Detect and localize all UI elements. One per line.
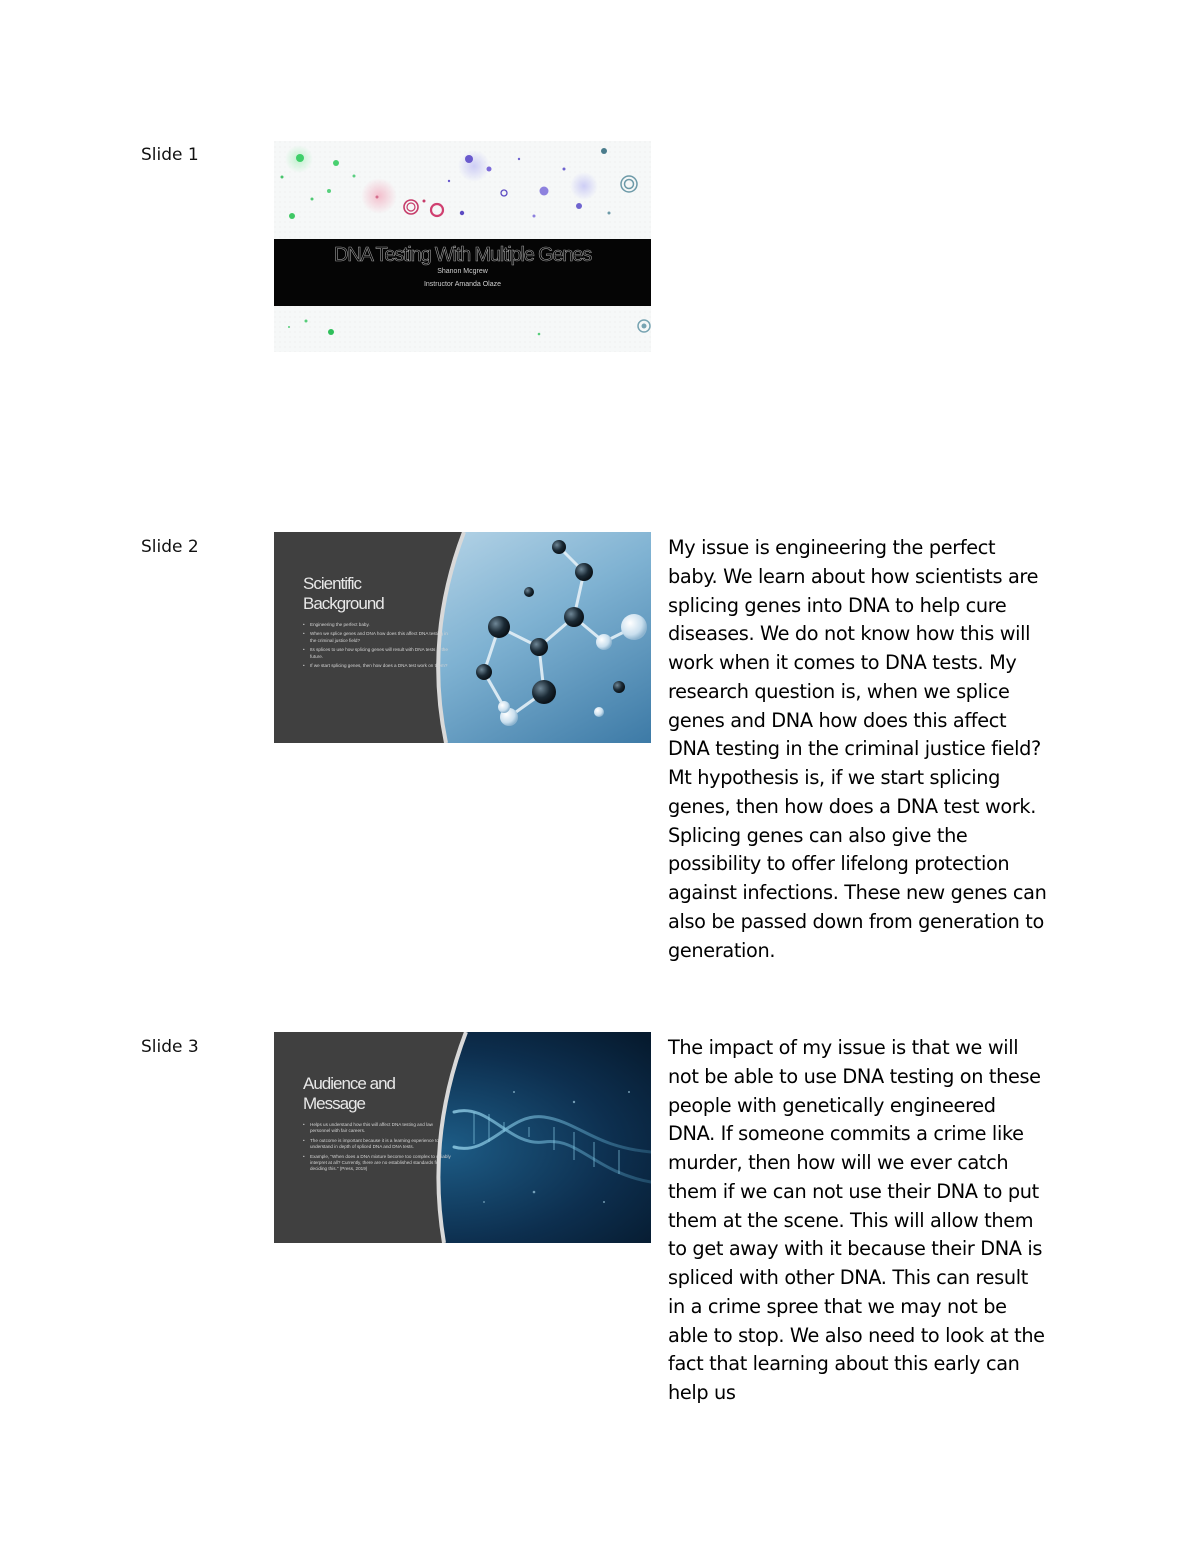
slide-2-notes: My issue is engineering the perfect baby. We learn about how scientists are splicing genes into DNA to help cure diseases. We do not know how this will work when it comes to DNA tests. My research question is, when we splice genes and DNA how does this affect DNA testing in the criminal justice field? Mt hypothesis is, if we start splicing genes, then how does a DNA test work. Splicing genes can also give the possibility to offer lifelong protection against infections. These new genes can also be passed down from generation to generation. (668, 536, 1047, 962)
slide-2-title-line1: Scientific (303, 574, 362, 593)
slide-2-label: Slide 2 (141, 537, 199, 557)
slide-1-instructor: Instructor Amanda Olaze (423, 281, 502, 288)
slide-1-label: Slide 1 (141, 145, 199, 165)
slide-3-bullet: • Example, "When does a DNA mixture become too complex to reliably interpret at all? Currently, there are no established standards for deciding this." (Press, 2019) (303, 1154, 453, 1173)
slide-2-bullet-list (303, 622, 453, 672)
slide-2-bullet: • If we start splicing genes, then how does a DNA test work on them? (303, 663, 453, 669)
slide-3-notes: The impact of my issue is that we will not be able to use DNA testing on these people with genetically engineered DNA. If someone commits a crime like murder, then how will we ever catch them if we can not use their DNA to put them at the scene. This will allow them to get away with it because their DNA is spliced with other DNA. This can result in a crime spree that we may not be able to stop. We also need to look at the fact that learning about this early can help us (668, 1036, 1045, 1404)
slide-3-bullet-list (303, 1122, 453, 1176)
slide-1-thumbnail[interactable] (274, 141, 651, 352)
slide-2-bullet: • When we splice genes and DNA how does this affect DNA testing in the criminal justice field? (303, 631, 453, 644)
slide-3-label: Slide 3 (141, 1037, 199, 1057)
slide-2-title-line2: Background (303, 594, 384, 613)
slide-2-bullet: • Its splices to use how splicing genes will result with DNA tests in the future. (303, 647, 453, 660)
slide-1-title: DNA Testing With Multiple Genes (334, 244, 591, 266)
slide-1-author: Shanon Mcgrew (437, 268, 488, 275)
slide-3-bullet: • The outcome is important because it is a learning experience to understand in depth of spliced DNA and DNA tests. (303, 1138, 453, 1151)
slide-2-bullet: • Engineering the perfect baby. (303, 622, 453, 628)
slide-3-thumbnail[interactable] (274, 1032, 651, 1243)
slide-3-title-line2: Message (303, 1094, 365, 1113)
slide-2-thumbnail[interactable] (274, 532, 651, 743)
slide-3-bullet: • Helps us understand how this will affect DNA testing and law personnel with fair careers. (303, 1122, 453, 1135)
slide-3-title-line1: Audience and (303, 1074, 395, 1093)
